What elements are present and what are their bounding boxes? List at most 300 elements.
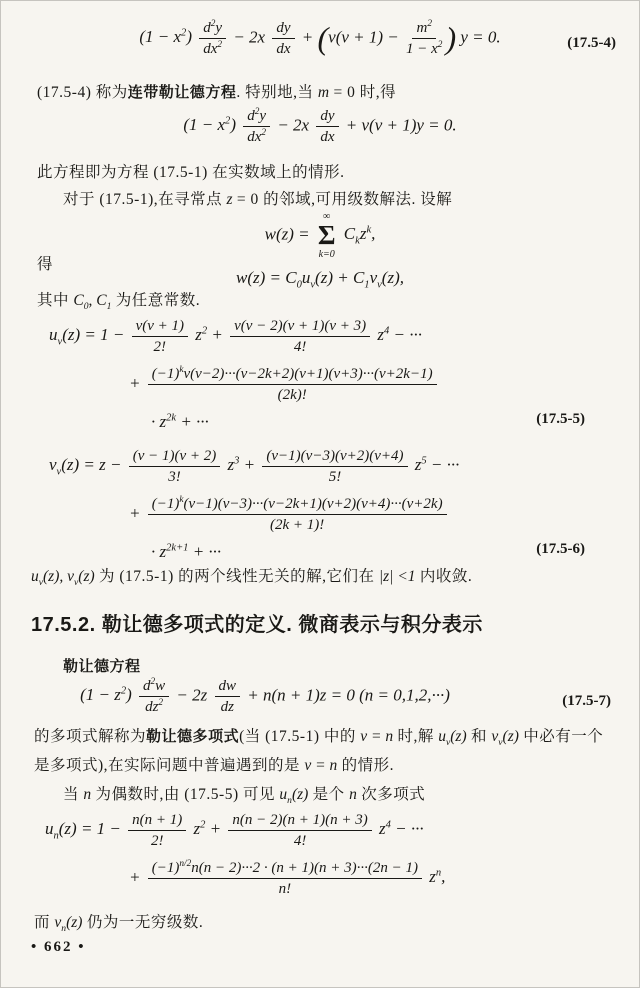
subscript: k: [355, 235, 360, 247]
text-run: 仍为一无穷级数.: [82, 914, 204, 931]
fraction-denominator: [294, 337, 307, 356]
fraction: [406, 19, 442, 58]
text-run: ,: [371, 224, 376, 244]
text-run: (z): [502, 728, 519, 745]
text-run: z: [410, 455, 422, 475]
equation-un-line2: [129, 859, 445, 898]
text-run: [236, 84, 318, 101]
subscript: ν: [310, 279, 316, 291]
text-run: +: [129, 503, 145, 523]
text-run: w(z) = C: [236, 268, 297, 287]
text-run: − ···: [426, 455, 460, 475]
text-run: (当 (17.5-1) 中的: [239, 728, 361, 745]
math-inline: [31, 568, 95, 589]
sum-lower-limit: k=0: [318, 249, 335, 260]
equation-17-5-7: [1, 677, 639, 716]
text-run: dx: [203, 41, 218, 57]
text-run: ,: [441, 867, 446, 887]
equation-series-ansatz: [1, 211, 639, 260]
text-run: + ···: [188, 542, 222, 561]
fraction-numerator: [272, 19, 294, 39]
bold-term: [146, 728, 239, 745]
text-run: n: [83, 786, 92, 803]
text-run: [189, 819, 225, 838]
fraction-denominator: [320, 127, 334, 146]
fraction-numerator: [215, 677, 241, 697]
text-run: [236, 268, 404, 291]
text-run: ν = n: [304, 756, 338, 774]
text-run: 勒让德多项式: [146, 728, 240, 745]
text-run: (1 − x: [139, 27, 182, 47]
text-run: 内收敛.: [415, 568, 473, 585]
text-run: 和: [466, 728, 492, 745]
fraction-denominator: [203, 39, 222, 58]
text-run: u: [438, 728, 446, 745]
text-run: [342, 115, 457, 134]
fraction: [148, 859, 422, 898]
text-run: [393, 728, 438, 745]
text-run: [80, 685, 136, 704]
superscript: 4: [385, 819, 391, 831]
fraction-numerator: [228, 811, 371, 831]
superscript: 2: [201, 325, 208, 337]
fraction-denominator: [294, 831, 307, 850]
text-run: ν = n: [360, 728, 394, 745]
fraction: [148, 495, 447, 534]
subscript: ν: [498, 737, 503, 749]
text-run: [373, 325, 422, 344]
text-run: [233, 191, 453, 208]
superscript: 2: [225, 115, 231, 127]
math-inline: [491, 728, 519, 749]
text-run: − 2x: [273, 115, 314, 135]
text-run: [49, 455, 126, 478]
equation-legendre-real-form: [1, 107, 639, 146]
text-run: C: [73, 292, 84, 309]
superscript: 5: [421, 455, 427, 467]
superscript: k: [179, 495, 184, 505]
text-run: 为 (17.5-1) 的两个线性无关的解,它们在: [94, 568, 379, 585]
equation-17-5-4: [1, 19, 639, 58]
text-run: (2k + 1)!: [270, 517, 325, 533]
sigma-symbol: Σ: [317, 220, 336, 250]
text-run: [45, 819, 126, 842]
text-run: , C: [88, 292, 107, 309]
fraction-denominator: [329, 467, 342, 486]
math-inline: [54, 914, 83, 935]
text-run: = 0 时,得: [329, 84, 397, 101]
text-run: z: [189, 819, 201, 839]
text-run: +: [239, 455, 260, 475]
text-run: u: [301, 268, 311, 287]
text-run: 其中: [37, 292, 74, 309]
text-run: (z), v: [43, 568, 75, 585]
fraction: [139, 677, 169, 716]
superscript: 2k: [166, 412, 177, 424]
text-run: +: [205, 819, 226, 839]
text-run: d: [247, 108, 255, 124]
text-run: [191, 325, 227, 344]
text-run: [37, 292, 73, 309]
math-inline: [379, 568, 416, 585]
text-run: 的情形.: [337, 756, 395, 774]
fraction-denominator: [270, 515, 324, 534]
fraction: [148, 365, 437, 404]
superscript: k: [366, 224, 372, 236]
text-run: 是个: [308, 786, 350, 803]
text-run: v: [491, 728, 499, 745]
superscript: 2: [158, 698, 164, 708]
fraction: [199, 19, 226, 58]
text-run: [328, 27, 403, 46]
subscript: ν: [57, 336, 63, 348]
summation-operator: [318, 211, 336, 260]
text-run: [411, 455, 460, 474]
fraction: [262, 447, 407, 486]
fraction-numerator: [199, 19, 226, 39]
fraction-numerator: [128, 811, 186, 831]
big-right-paren: ): [445, 20, 457, 57]
superscript: n/2: [179, 859, 192, 869]
text-run: u: [49, 325, 58, 345]
text-run: z: [226, 191, 233, 208]
text-run: [375, 819, 424, 838]
fraction: [230, 317, 370, 356]
text-run: v: [49, 455, 57, 475]
text-run: 对于 (17.5-1),在寻常点: [63, 191, 227, 208]
text-run: [129, 867, 145, 886]
math-inline: [438, 728, 467, 749]
paragraph-arbitrary-constants: [37, 287, 200, 315]
page-number: • 662 •: [31, 939, 86, 955]
math-inline: [360, 728, 393, 745]
math-inline: [279, 786, 309, 807]
fraction-numerator: [132, 317, 188, 337]
bold-term: [128, 84, 237, 101]
superscript: 4: [383, 325, 390, 337]
text-run: [308, 786, 349, 803]
text-run: d: [203, 20, 211, 36]
fraction-denominator: [221, 697, 234, 716]
text-run: [229, 27, 269, 46]
math-inline: [73, 292, 112, 313]
text-run: [95, 568, 379, 585]
text-run: dy: [276, 20, 291, 36]
fraction-denominator: [247, 127, 266, 146]
text-run: (−1): [151, 496, 180, 512]
text-run: y: [215, 20, 223, 36]
text-run: dz: [145, 699, 159, 715]
text-run: v: [54, 914, 62, 931]
text-run: [298, 27, 318, 46]
text-run: z: [223, 455, 235, 475]
equation-general-solution: [1, 267, 639, 291]
superscript: 2: [437, 40, 443, 50]
text-run: (−1): [151, 860, 180, 876]
text-run: 4!: [293, 339, 307, 355]
text-run: dz: [220, 699, 234, 715]
text-run: 当: [63, 786, 84, 803]
math-inline: [304, 757, 337, 774]
text-run: [416, 568, 473, 585]
text-run: n: [349, 786, 357, 803]
text-run: [111, 292, 200, 309]
text-run: [49, 325, 129, 348]
equation-label-17-5-4: (17.5-4): [567, 35, 616, 51]
text-run: [139, 27, 196, 46]
paragraph-linear-independence: [31, 563, 472, 591]
subscript: ν: [56, 466, 62, 478]
text-run: (z): [78, 568, 95, 585]
text-run: 3!: [168, 469, 181, 485]
text-run: (2k)!: [277, 387, 307, 403]
text-run: 得: [37, 256, 54, 273]
paragraph-vn-infinite-series: [34, 909, 203, 937]
paragraph-called-associated-legendre: [37, 79, 396, 107]
text-run: 5!: [328, 469, 342, 485]
text-run: [223, 455, 259, 474]
fraction: [128, 811, 186, 850]
fraction: [272, 19, 294, 58]
subscript: 1: [364, 279, 370, 291]
subscript: n: [61, 923, 67, 935]
text-run: 此方程即为方程 (17.5-1) 在实数域上的情形.: [37, 164, 345, 181]
text-run: ν(ν−2)···(ν−2k+2)(ν+1)(ν+3)···(ν+2k−1): [183, 366, 433, 382]
text-run: (17.5-4) 称为: [37, 84, 128, 101]
text-run: 次多项式: [356, 786, 426, 803]
fraction-denominator: [276, 39, 290, 58]
text-run: ν(ν − 2)(ν + 1)(ν + 3): [234, 318, 367, 334]
subscript: 0: [83, 301, 89, 313]
paragraph-real-domain-note: [37, 159, 345, 187]
superscript: 2: [254, 107, 260, 117]
text-run: [37, 84, 128, 101]
superscript: 2: [261, 128, 267, 138]
text-run: y: [259, 108, 267, 124]
text-run: (ν − 1)(ν + 2): [132, 448, 217, 464]
paragraph-series-method: [63, 186, 452, 214]
equation-u-series-line2: [129, 365, 440, 404]
subscript: ν: [38, 577, 44, 589]
fraction-numerator: [243, 107, 270, 127]
text-run: d: [143, 678, 151, 694]
superscript: 2: [217, 40, 223, 50]
superscript: 2: [427, 19, 432, 29]
text-run: |z| <1: [378, 568, 416, 585]
text-run: [425, 867, 445, 886]
text-run: ): [126, 685, 136, 705]
subscript: 1: [106, 301, 112, 313]
fraction: [228, 811, 371, 850]
text-run: ): [186, 27, 197, 47]
text-run: w: [155, 678, 166, 694]
subscript: ν: [74, 577, 79, 589]
equation-u-series-line1: [49, 317, 422, 356]
fraction-denominator: [145, 697, 163, 716]
text-run: (z) = z −: [61, 455, 126, 475]
text-run: (z),: [381, 268, 404, 287]
text-run: 为任意常数.: [111, 292, 201, 309]
text-run: (z): [450, 728, 467, 745]
text-run: w(z) =: [264, 224, 314, 244]
fraction: [132, 317, 188, 356]
equation-v-series-line3: [151, 541, 221, 562]
fraction-denominator: [151, 831, 164, 850]
text-run: [329, 84, 396, 101]
text-run: + ···: [176, 412, 209, 431]
text-run: · z: [151, 542, 167, 561]
equation-u-series-line3: [151, 411, 209, 432]
equation-v-series-line1: [49, 447, 459, 486]
text-run: z: [424, 867, 436, 887]
text-run: [243, 685, 450, 704]
text-run: 2!: [150, 833, 164, 849]
text-run: [129, 373, 145, 392]
text-run: 2!: [153, 339, 167, 355]
text-run: z: [374, 819, 386, 839]
equation-label-17-5-7: (17.5-7): [562, 693, 611, 709]
fraction-denominator: [154, 337, 167, 356]
fraction-denominator: [168, 467, 181, 486]
text-run: v: [369, 268, 378, 287]
math-inline: [318, 84, 329, 101]
fraction-numerator: [230, 317, 370, 337]
text-run: (ν−1)(ν−3)(ν+2)(ν+4): [266, 448, 404, 464]
text-run: dx: [276, 41, 291, 57]
bold-term: [63, 658, 141, 675]
superscript: 2: [181, 27, 187, 39]
section-heading: 17.5.2. 勒让德多项式的定义. 微商表示与积分表示: [31, 614, 483, 636]
text-run: 而: [34, 914, 55, 931]
fraction: [215, 677, 241, 716]
text-run: 时,解: [393, 728, 439, 745]
text-run: n!: [278, 881, 292, 897]
fraction-numerator: [412, 19, 436, 39]
text-run: +: [129, 373, 145, 393]
text-run: 4!: [293, 833, 307, 849]
superscript: 2k+1: [166, 542, 189, 554]
text-run: (z): [291, 786, 309, 803]
text-run: · z: [151, 412, 167, 431]
text-run: (z) + C: [315, 268, 365, 287]
superscript: 2: [200, 819, 206, 831]
text-run: [339, 224, 376, 247]
text-run: m: [416, 20, 428, 36]
equation-un-line1: [45, 811, 424, 850]
text-run: [456, 27, 501, 46]
text-run: [34, 728, 146, 745]
math-inline: [349, 786, 357, 803]
text-run: [151, 412, 209, 431]
text-run: +: [297, 27, 318, 47]
text-run: (z) = 1 −: [58, 819, 126, 839]
text-run: ν(ν + 1) −: [328, 27, 404, 47]
text-run: [129, 503, 145, 522]
superscript: 2: [210, 19, 216, 29]
text-run: 中必有一个是多项式),在实际问题中普遍遇到的是: [34, 728, 604, 774]
text-run: 勒让德方程: [63, 658, 141, 675]
text-run: dy: [320, 108, 335, 124]
math-inline: [83, 786, 91, 803]
superscript: 2: [120, 685, 127, 697]
text-run: − 2x: [229, 27, 270, 47]
text-run: 的多项式解称为: [34, 728, 147, 745]
text-run: [357, 786, 425, 803]
text-run: = 0 的邻域,可用级数解法. 设解: [232, 191, 453, 208]
fraction-numerator: [316, 107, 338, 127]
text-run: [239, 728, 360, 745]
fraction-numerator: [139, 677, 169, 697]
text-run: u: [31, 568, 39, 585]
text-run: (z) = 1 −: [62, 325, 129, 345]
fraction-numerator: [148, 859, 422, 879]
text-run: +: [207, 325, 228, 345]
fraction-numerator: [262, 447, 407, 467]
text-run: n(n + 1): [132, 812, 183, 828]
text-run: [82, 914, 203, 931]
text-run: [337, 757, 394, 774]
text-run: dx: [320, 129, 335, 145]
equation-v-series-line2: [129, 495, 450, 534]
equation-label-17-5-5: (17.5-5): [536, 411, 585, 427]
text-run: ν(ν + 1): [135, 318, 185, 334]
sum-upper-limit: ∞: [323, 211, 331, 222]
text-run: y = 0.: [456, 27, 501, 47]
fraction-numerator: [148, 495, 447, 515]
fraction: [129, 447, 221, 486]
fraction-numerator: [148, 365, 437, 385]
text-run: [63, 786, 83, 803]
text-run: [183, 115, 240, 134]
text-run: 连带勒让德方程: [127, 84, 237, 101]
text-run: 1 − x: [406, 41, 438, 57]
fraction-denominator: [406, 39, 442, 58]
text-run: n(n − 2)(n + 1)(n + 3): [232, 812, 368, 828]
text-run: [265, 224, 314, 243]
text-run: dx: [247, 129, 262, 145]
text-run: (1 − x: [183, 115, 226, 135]
subscript: n: [287, 795, 292, 807]
text-run: [151, 542, 221, 561]
text-run: C: [339, 224, 356, 244]
text-run: − ···: [389, 325, 422, 345]
text-run: z: [191, 325, 202, 345]
subscript: 0: [296, 279, 302, 291]
fraction: [243, 107, 270, 146]
fraction: [316, 107, 338, 146]
paragraph-polynomial-definition: [34, 723, 612, 780]
text-run: [273, 115, 313, 134]
text-run: +: [129, 867, 145, 887]
text-run: − 2z: [172, 685, 212, 705]
text-run: (z): [66, 914, 83, 931]
big-left-paren: (: [317, 20, 329, 57]
text-run: [467, 728, 492, 745]
text-run: dw: [218, 678, 237, 694]
text-run: ): [230, 115, 241, 135]
superscript: 2: [150, 677, 156, 687]
text-run: [91, 786, 279, 803]
subscript: n: [53, 830, 59, 842]
paragraph-even-n: [63, 781, 425, 809]
text-run: 为偶数时,由 (17.5-5) 可见: [91, 786, 280, 803]
text-run: u: [45, 819, 54, 839]
superscript: 3: [234, 455, 240, 467]
superscript: k: [179, 365, 184, 375]
text-run: n(n − 2)···2 · (n + 1)(n + 3)···(2n − 1): [191, 860, 418, 876]
fraction-denominator: [279, 879, 292, 898]
fraction-denominator: [278, 385, 307, 404]
